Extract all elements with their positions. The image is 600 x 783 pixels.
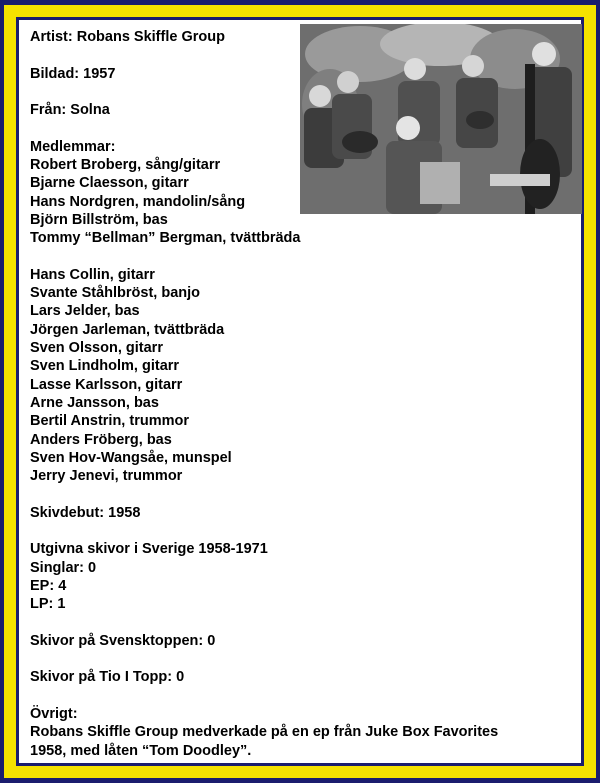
- member-item: Sven Lindholm, gitarr: [30, 358, 180, 375]
- formed-year: Bildad: 1957: [30, 65, 116, 82]
- artist-info-text: [30, 28, 590, 760]
- origin: Från: Solna: [30, 102, 110, 119]
- member-item: Bertil Anstrin, trummor: [30, 413, 189, 430]
- singles-count: Singlar: 0: [30, 559, 97, 576]
- member-item: Björn Billström, bas: [30, 211, 168, 228]
- member-item: Hans Collin, gitarr: [30, 266, 155, 283]
- member-item: Arne Jansson, bas: [30, 394, 159, 411]
- other-text-line: Robans Skiffle Group medverkade på en ep från Juke Box Favorites: [30, 724, 499, 741]
- other-text-line: 1958, med låten “Tom Doodley”.: [30, 742, 252, 759]
- artist-name: Artist: Robans Skiffle Group: [30, 29, 225, 45]
- member-item: Hans Nordgren, mandolin/sång: [30, 193, 246, 210]
- member-item: Sven Olsson, gitarr: [30, 340, 163, 357]
- lp-count: LP: 1: [30, 596, 66, 613]
- member-item: Robert Broberg, sång/gitarr: [30, 157, 221, 174]
- svensktoppen-count: Skivor på Svensktoppen: 0: [30, 632, 216, 649]
- releases-heading: Utgivna skivor i Sverige 1958-1971: [30, 541, 268, 558]
- member-item: Svante Ståhlbröst, banjo: [30, 285, 200, 302]
- ep-count: EP: 4: [30, 577, 67, 594]
- members-heading: Medlemmar:: [30, 138, 116, 155]
- member-item: Lars Jelder, bas: [30, 303, 140, 320]
- info-card: [16, 17, 584, 766]
- member-item: Sven Hov-Wangsåe, munspel: [30, 449, 232, 466]
- tio-i-topp-count: Skivor på Tio I Topp: 0: [30, 669, 185, 686]
- member-item: Lasse Karlsson, gitarr: [30, 376, 183, 393]
- record-debut: Skivdebut: 1958: [30, 504, 141, 521]
- member-item: Jörgen Jarleman, tvättbräda: [30, 321, 225, 338]
- member-item: Jerry Jenevi, trummor: [30, 468, 183, 485]
- member-item: Tommy “Bellman” Bergman, tvättbräda: [30, 230, 301, 247]
- other-heading: Övrigt:: [30, 705, 78, 722]
- member-item: Bjarne Claesson, gitarr: [30, 175, 189, 192]
- member-item: Anders Fröberg, bas: [30, 431, 172, 448]
